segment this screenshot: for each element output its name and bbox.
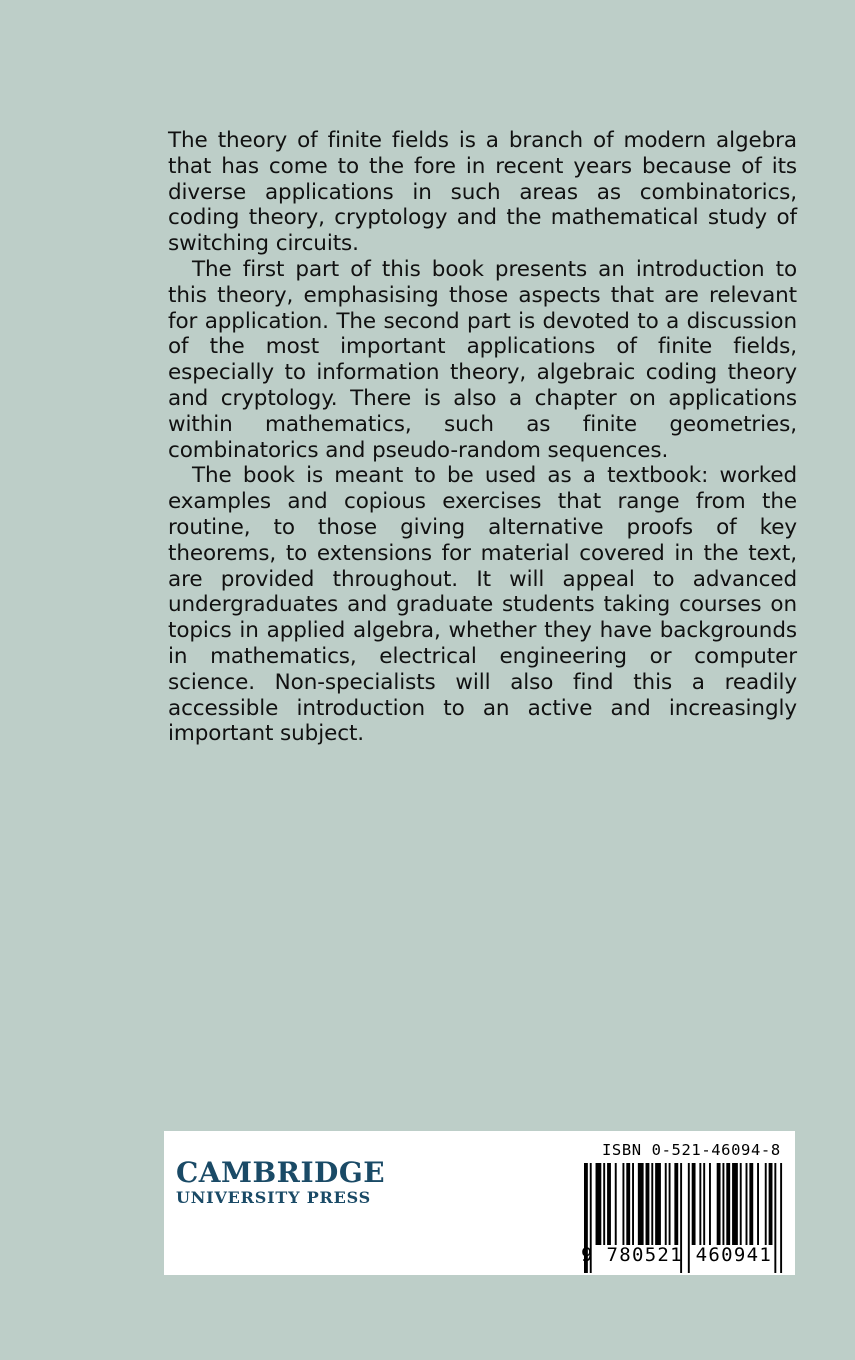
barcode-bar (615, 1163, 617, 1245)
barcode-bar (669, 1163, 671, 1245)
barcode-bar (765, 1163, 767, 1245)
barcode-bar (596, 1163, 602, 1245)
barcode-bar (699, 1163, 701, 1245)
barcode-bar (665, 1163, 667, 1245)
barcode-bar (780, 1163, 782, 1273)
barcode-digits: 9 780521 460941 (581, 1244, 773, 1266)
publisher-logo (176, 1158, 385, 1208)
blurb-paragraph-3: The book is meant to be used as a textbook: worked examples and copious exercises that range from the routine, to those giving alternative proofs of key theorems, to extensions for material covered in the text, are provided throughout. It will appeal to advanced undergraduates and graduate students taking courses on topics in applied algebra, whether they have backgrounds in mathematics, electrical engineering or computer science. Non-specialists will also find this a readily accessible introduction to an active and increasingly important subject. (168, 463, 797, 747)
barcode-bar (740, 1163, 742, 1245)
barcode-bar (603, 1163, 605, 1245)
barcode-bar (692, 1163, 696, 1245)
blurb-paragraph-2: The first part of this book presents an introduction to this theory, emphasising those aspects that are relevant for application. The second part is devoted to a discussion of the most important applications of finite fields, especially to information theory, algebraic coding theory and cryptology. There is also a chapter on applications within mathematics, such as finite geometries, combinatorics and pseudo-random sequences. (168, 256, 797, 463)
isbn-label: ISBN 0-521-46094-8 (602, 1141, 781, 1159)
barcode-bar (709, 1163, 711, 1245)
barcode-bar (674, 1163, 678, 1245)
barcode-bar (726, 1163, 730, 1245)
publisher-barcode-panel (164, 1131, 795, 1275)
publisher-name: CAMBRIDGE (176, 1156, 386, 1189)
publisher-subname: UNIVERSITY PRESS (176, 1188, 371, 1207)
barcode-bar (749, 1163, 753, 1245)
barcode-bar (655, 1163, 661, 1245)
blurb-paragraph-1: The theory of finite fields is a branch of modern algebra that has come to the fore in recent years because of its diverse applications in such areas as combinatorics, coding theory, cryptology and the mathematical study of switching circuits. (168, 128, 797, 257)
barcode-bar (626, 1163, 630, 1245)
barcode-bar (769, 1163, 773, 1245)
barcode-bar (774, 1163, 776, 1273)
barcode-bar (722, 1163, 724, 1245)
blurb-text (168, 128, 797, 747)
barcode-bar (651, 1163, 653, 1245)
barcode-bar (646, 1163, 650, 1245)
barcode-bar (632, 1163, 634, 1245)
barcode-bar (703, 1163, 705, 1245)
barcode-bar (757, 1163, 759, 1245)
barcode-bar (717, 1163, 721, 1245)
barcode-bar (607, 1163, 611, 1245)
barcode-bar (746, 1163, 748, 1245)
barcode-bar (638, 1163, 644, 1245)
barcode-bar (622, 1163, 624, 1245)
barcode-bar (732, 1163, 738, 1245)
